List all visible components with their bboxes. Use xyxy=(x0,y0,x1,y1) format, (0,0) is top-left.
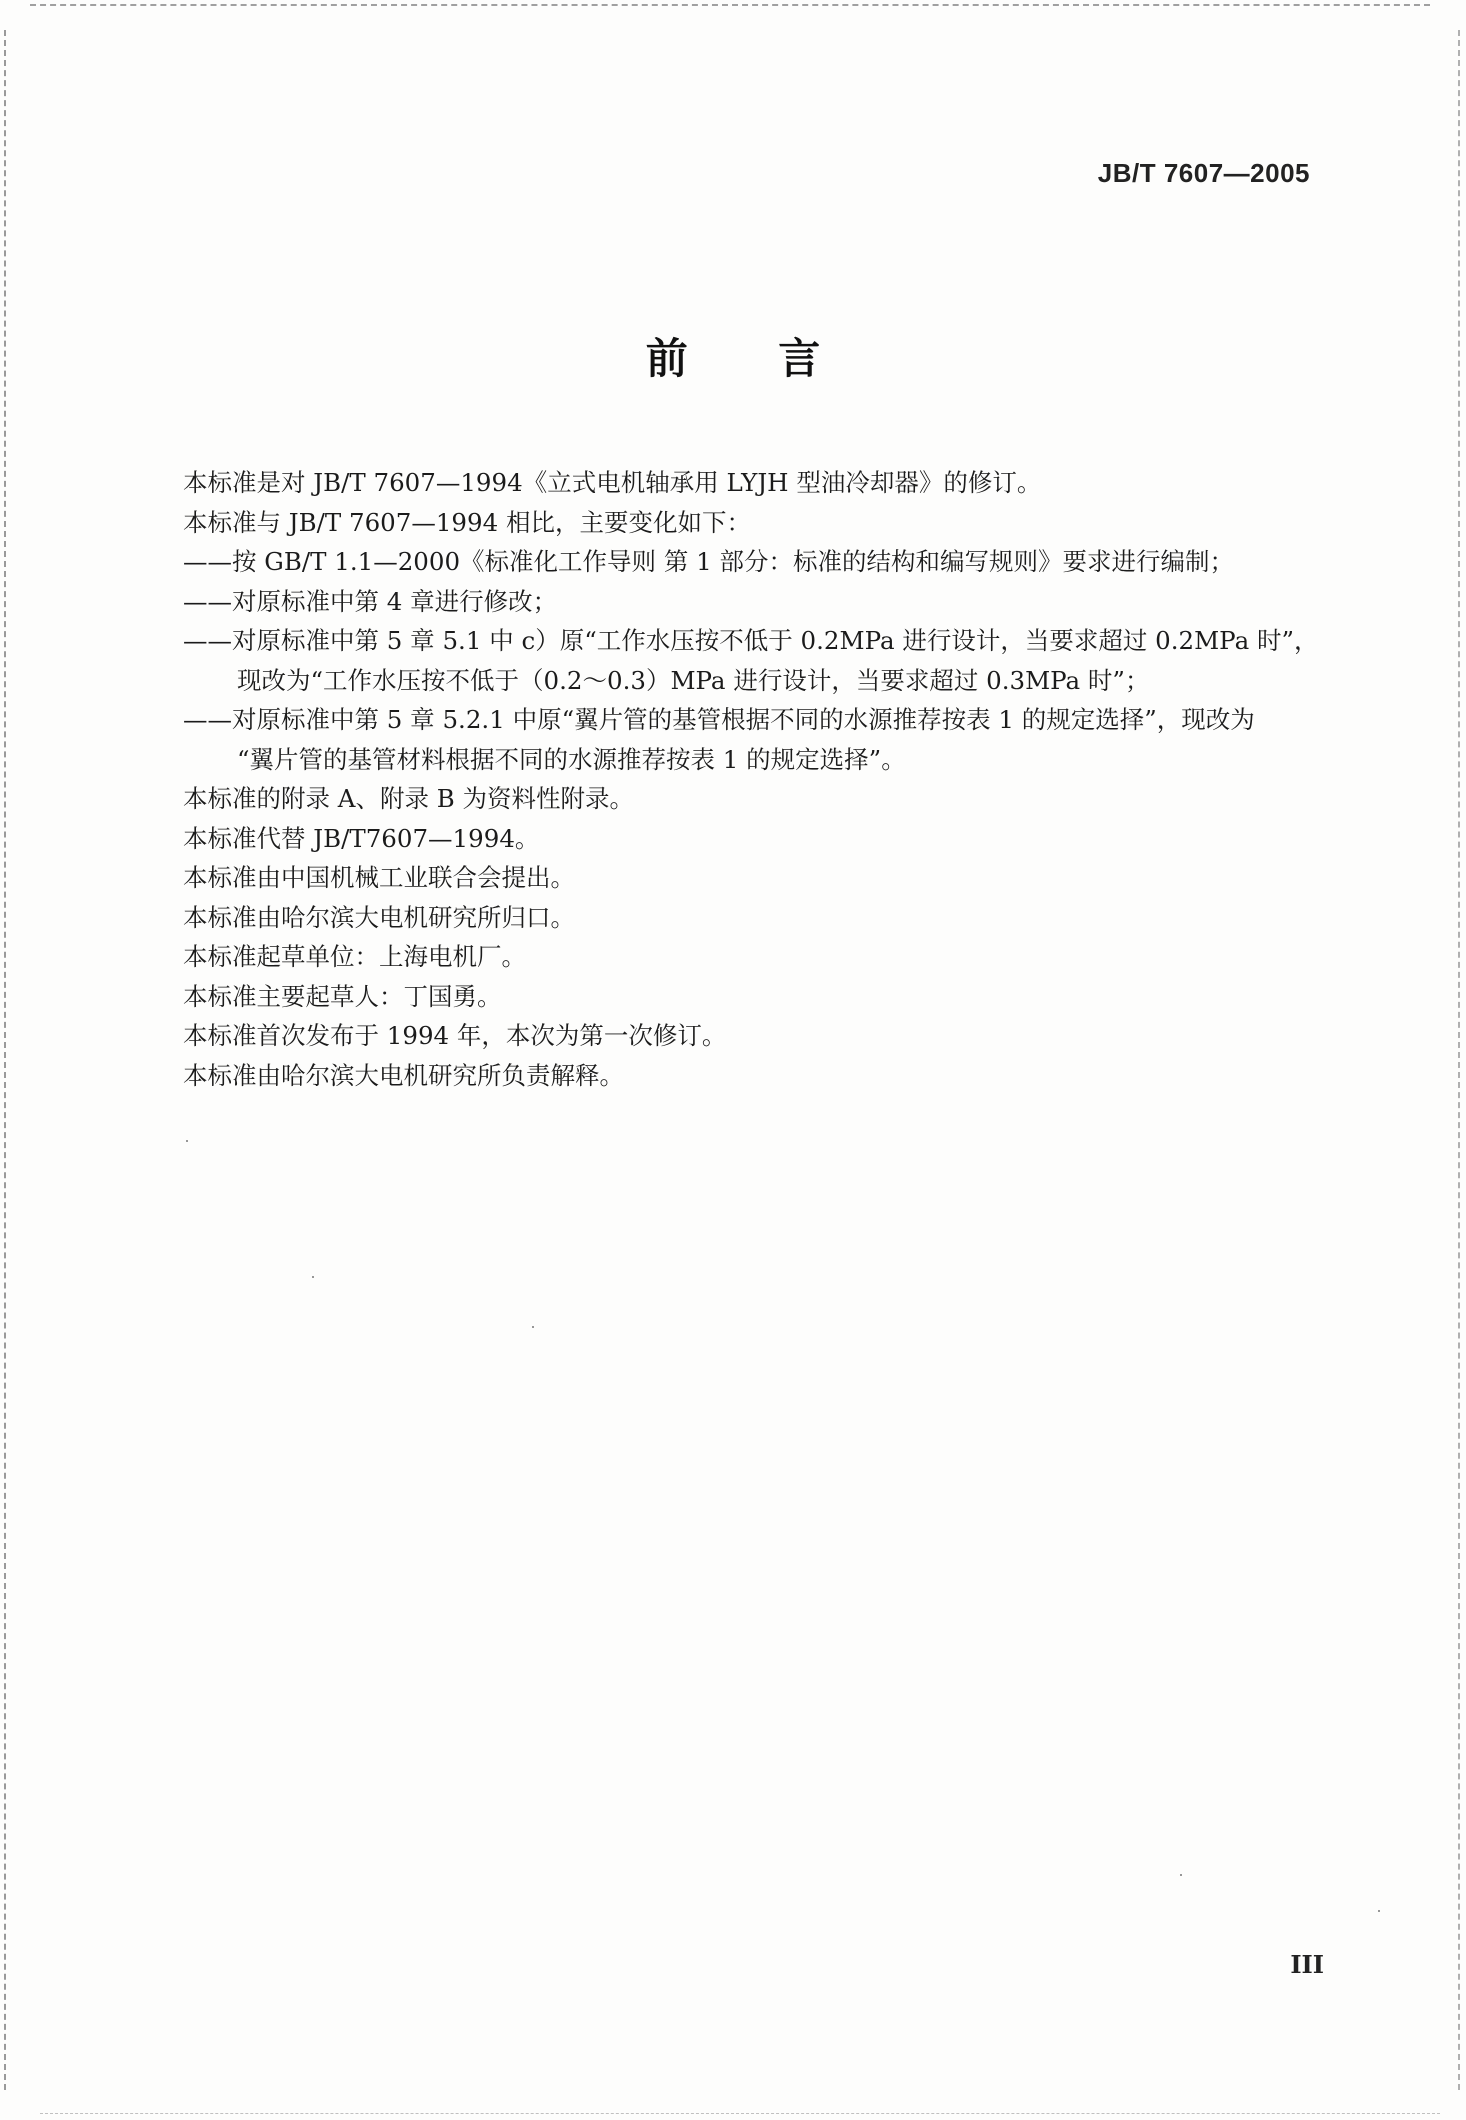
scan-speck xyxy=(1180,1874,1182,1876)
list-item: ——对原标准中第 5 章 5.2.1 中原“翼片管的基管根据不同的水源推荐按表 1 的规定选择”，现改为 xyxy=(183,705,1255,734)
document-body xyxy=(183,463,1319,1095)
paragraph: 本标准主要起草人：丁国勇。 xyxy=(183,981,502,1011)
paragraph: 本标准由中国机械工业联合会提出。 xyxy=(183,863,575,892)
scan-speck xyxy=(532,1326,534,1328)
list-item-continuation: “翼片管的基管材料根据不同的水源推荐按表 1 的规定选择”。 xyxy=(237,744,906,774)
page-number: III xyxy=(1290,1950,1324,1979)
page-title: 前 言 xyxy=(645,334,821,383)
list-item-continuation: 现改为“工作水压按不低于（0.2～0.3）MPa 进行设计，当要求超过 0.3MPa 时”； xyxy=(237,665,1150,695)
paragraph: 本标准由哈尔滨大电机研究所负责解释。 xyxy=(183,1060,624,1090)
scan-speck xyxy=(186,1140,188,1142)
paragraph: 本标准起草单位：上海电机厂。 xyxy=(183,942,526,971)
paragraph: 本标准的附录 A、附录 B 为资料性附录。 xyxy=(183,784,635,813)
scan-speck xyxy=(312,1276,314,1278)
scan-speck xyxy=(1378,1910,1380,1912)
paragraph: 本标准首次发布于 1994 年，本次为第一次修订。 xyxy=(183,1021,727,1050)
paragraph: 本标准由哈尔滨大电机研究所归口。 xyxy=(183,902,575,932)
list-item: ——对原标准中第 4 章进行修改； xyxy=(183,586,558,616)
paragraph: 本标准是对 JB/T 7607—1994《立式电机轴承用 LYJH 型油冷却器》的修订。 xyxy=(183,468,1042,497)
paragraph: 本标准与 JB/T 7607—1994 相比，主要变化如下： xyxy=(183,507,751,537)
page-edge-bottom xyxy=(40,2113,1440,2114)
standard-code: JB/T 7607—2005 xyxy=(1097,158,1310,188)
list-item: ——对原标准中第 5 章 5.1 中 c）原“工作水压按不低于 0.2MPa 进行设计，当要求超过 0.2MPa 时”， xyxy=(183,626,1319,655)
page-edge-top xyxy=(30,4,1430,6)
list-item: ——按 GB/T 1.1—2000《标准化工作导则 第 1 部分：标准的结构和编写规则》要求进行编制； xyxy=(183,547,1235,576)
paragraph: 本标准代替 JB/T7607—1994。 xyxy=(183,823,540,853)
